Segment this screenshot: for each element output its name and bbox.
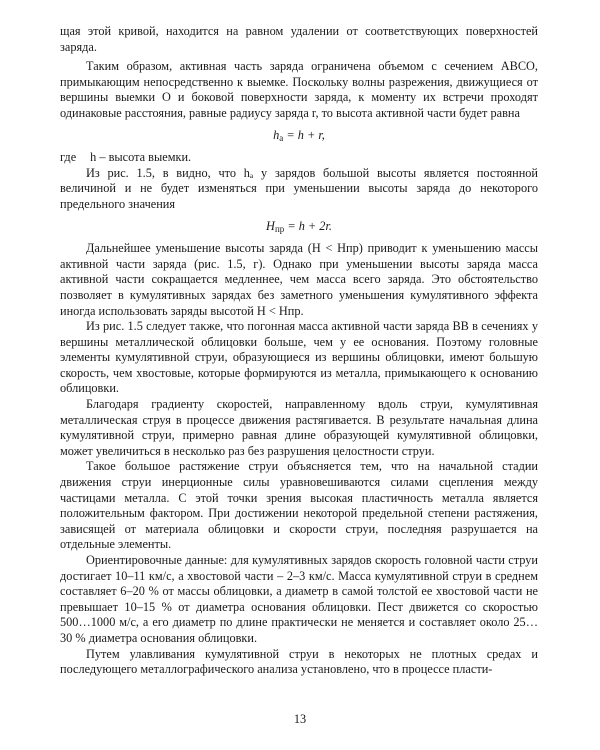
paragraph: Таким образом, активная часть заряда ограничена объемом с сечением ABCO, примыкающим непосредственно к выемке. Поскольку волны разрежения, движущиеся от вершины выемки O и боковой поверхности заряда, к моменту их встречи проходят одинаковые расстояния, равные радиусу заряда r, то высота активной части будет равна <box>60 59 538 120</box>
page-body <box>60 24 538 678</box>
formula-active-height: $h_a = h + r$, <box>273 127 325 143</box>
paragraph: Дальнейшее уменьшение высоты заряда (H < Hпр) приводит к уменьшению массы активной части заряда (рис. 1.5, г). Однако при уменьшении высоты заряда масса активной части сокращается медленнее, чем масса всего заряда. Это обстоятельство позволяет в кумулятивных зарядах без заметного уменьшения кумулятивного эффекта иногда использовать заряды высотой H < Hпр. <box>60 241 538 318</box>
where-clause: где h – высота выемки. <box>60 150 192 165</box>
paragraph: Из рис. 1.5, в видно, что hₐ у зарядов большой высоты является постоянной величиной и не будет изменяться при уменьшении высоты заряда до некоторого предельного значения <box>60 165 538 211</box>
paragraph: Такое большое растяжение струи объясняется тем, что на начальной стадии движения струи инерционные силы уравновешиваются силами сцепления между частицами металла. С этой точки зрения высокая пластичность металла является положительным фактором. При достижении некоторой предельной степени растяжения, зависящей от материала облицовки и скорости струи, последняя разрушается на отдельные элементы. <box>60 459 538 552</box>
formula-limit-height: $H_{пр} = h + 2r$. <box>266 218 332 234</box>
paragraph: Ориентировочные данные: для кумулятивных зарядов скорость головной части струи достигает 10–11 км/с, а хвостовой части – 2–3 км/с. Масса кумулятивной струи в среднем составляет 6–20 % от массы облицовки, а диаметр в самой толстой ее хвостовой части не превышает 10–15 % от диаметра основания облицовки. Пест движется со скоростью 500…1000 м/с, а его диаметр по длине практически не меняется и составляет около 25…30 % диаметра основания облицовки. <box>60 553 538 645</box>
paragraph: Из рис. 1.5 следует также, что погонная масса активной части заряда ВВ в сечениях у вершины металлической облицовки больше, чем у ее основания. Поэтому головные элементы кумулятивной струи, образующиеся из вершины облицовки, имеют большую скорость, чем хвостовые, которые формируются из металла, примыкающего к основанию облицовки. <box>60 319 538 396</box>
page-number: 13 <box>293 712 307 726</box>
paragraph: Благодаря градиенту скоростей, направленному вдоль струи, кумулятивная металлическая струя в процессе движения растягивается. В результате начальная длина кумулятивной струи, примерно равная длине образующей кумулятивной облицовки, может увеличиться в несколько раз без разрушения целостности струи. <box>60 397 538 458</box>
paragraph: Путем улавливания кумулятивной струи в некоторых не плотных средах и последующего металлографического анализа установлено, что в процессе пласти- <box>60 646 538 677</box>
paragraph: щая этой кривой, находится на равном удалении от соответствующих поверхностей заряда. <box>60 24 538 54</box>
